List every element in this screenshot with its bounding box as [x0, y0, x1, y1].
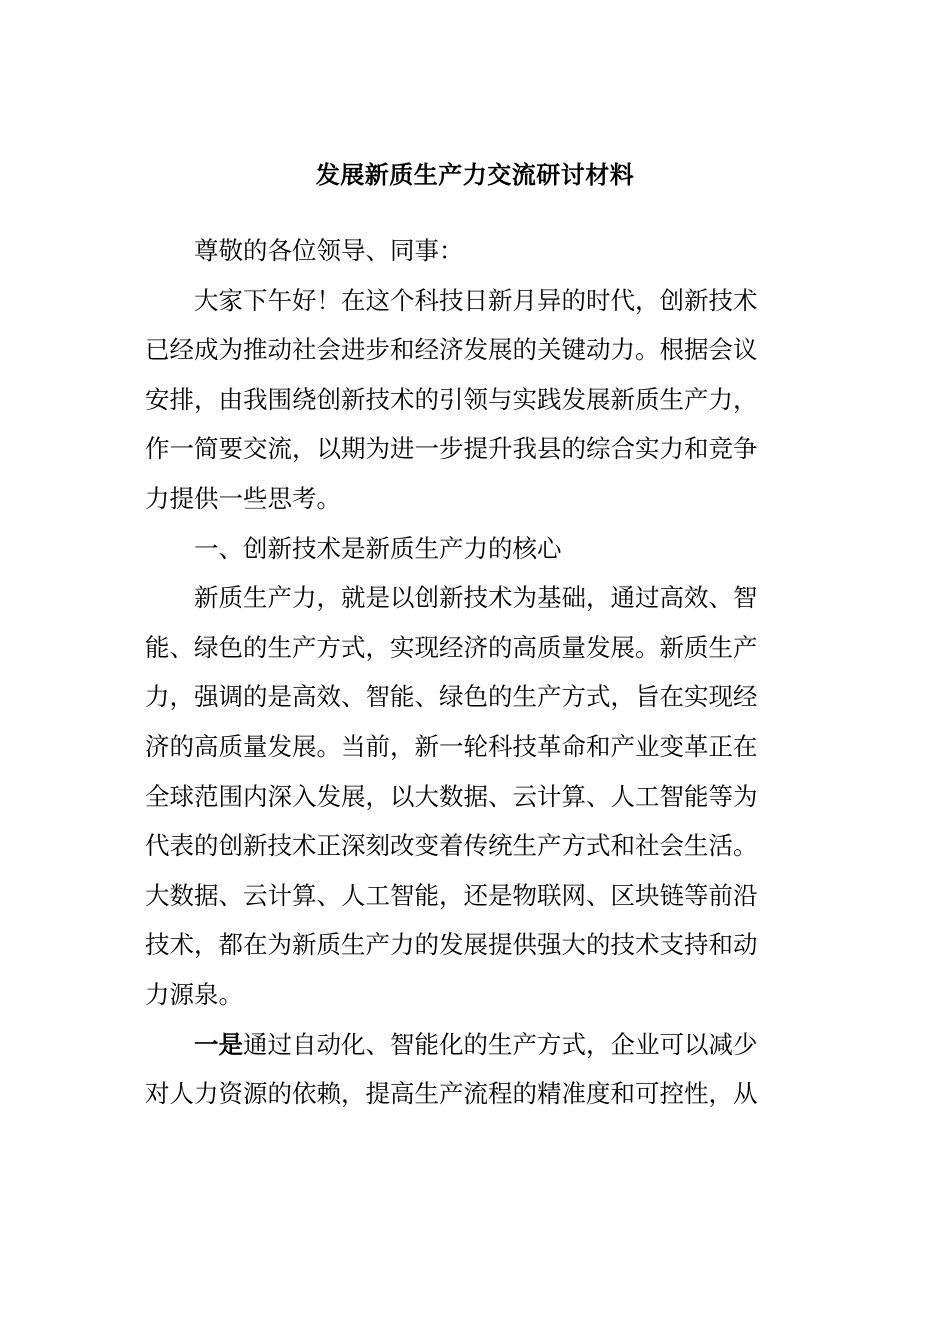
salutation-paragraph	[145, 226, 785, 276]
text-line: 济的高质量发展。当前，新一轮科技革命和产业变革正在	[145, 731, 758, 761]
text-line: 力提供一些思考。	[145, 483, 341, 513]
text-line: 代表的创新技术正深刻改变着传统生产方式和社会生活。	[145, 831, 758, 861]
text-line: 作一简要交流，以期为进一步提升我县的综合实力和竞争	[145, 434, 758, 464]
text-line: 大数据、云计算、人工智能，还是物联网、区块链等前沿	[145, 880, 758, 910]
greeting-paragraph	[145, 276, 785, 524]
section-heading	[145, 524, 785, 574]
document-body	[145, 226, 785, 1119]
text-line: 力源泉。	[145, 979, 243, 1009]
text-line: 对人力资源的依赖，提高生产流程的精准度和可控性，从	[145, 1079, 758, 1109]
text-line: 全球范围内深入发展，以大数据、云计算、人工智能等为	[145, 781, 758, 811]
point-text: 通过自动化、智能化的生产方式，企业可以减少	[243, 1029, 758, 1059]
text-line: 能、绿色的生产方式，实现经济的高质量发展。新质生产	[145, 632, 758, 662]
text-line: 安排，由我围绕创新技术的引领与实践发展新质生产力，	[145, 384, 758, 414]
body-paragraph	[145, 573, 785, 1019]
point-paragraph	[145, 1020, 785, 1119]
text-line: 力，强调的是高效、智能、绿色的生产方式，旨在实现经	[145, 682, 758, 712]
point-lead: 一是	[194, 1029, 243, 1059]
text-line: 尊敬的各位领导、同事：	[194, 236, 464, 265]
document-title: 发展新质生产力交流研讨材料	[315, 161, 635, 189]
text-line: 已经成为推动社会进步和经济发展的关键动力。根据会议	[145, 335, 758, 365]
text-line: 新质生产力，就是以创新技术为基础，通过高效、智	[194, 583, 758, 613]
text-line: 一、创新技术是新质生产力的核心	[194, 533, 562, 563]
text-line	[145, 1020, 785, 1070]
text-line: 技术，都在为新质生产力的发展提供强大的技术支持和动	[145, 930, 758, 960]
text-line: 大家下午好！在这个科技日新月异的时代，创新技术	[194, 285, 758, 315]
